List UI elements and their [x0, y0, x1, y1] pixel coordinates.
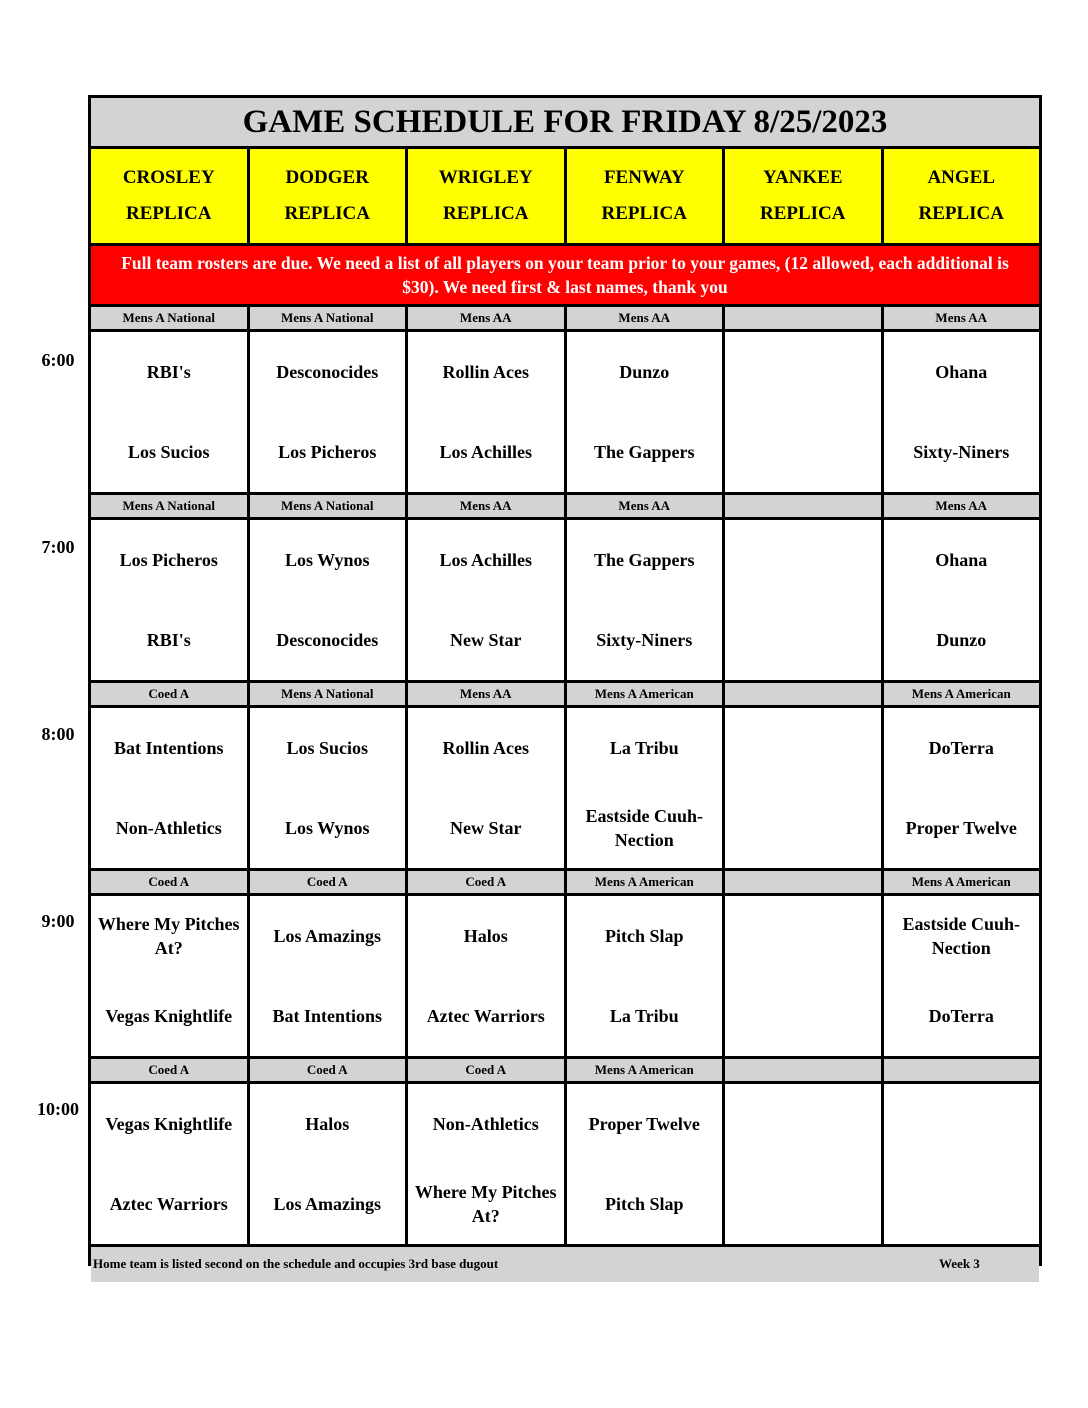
game-cell — [884, 708, 1040, 868]
home-team: New Star — [450, 630, 522, 650]
home-team: Proper Twelve — [905, 818, 1017, 838]
field-name: FENWAY — [603, 167, 685, 188]
home-team — [799, 412, 807, 492]
away-team: Desconocides — [276, 362, 379, 382]
home-team: Pitch Slap — [604, 1194, 684, 1214]
division-label: Coed A — [91, 683, 247, 705]
game-cell — [884, 1084, 1040, 1244]
away-team: Rollin Aces — [442, 362, 529, 382]
division-label: Mens A National — [250, 683, 406, 705]
game-cell — [567, 332, 723, 492]
game-cell — [250, 520, 406, 680]
division-label: Mens A American — [884, 683, 1040, 705]
home-team — [957, 1164, 965, 1244]
away-team: Rollin Aces — [442, 738, 529, 758]
division-label: Coed A — [408, 871, 564, 893]
home-team: Non-Athletics — [115, 818, 222, 838]
week-label: Week 3 — [939, 1256, 980, 1271]
time-label-900: 9:00 — [41, 911, 75, 931]
field-header-dodger — [250, 149, 406, 243]
away-team: Bat Intentions — [113, 738, 224, 758]
page-title: GAME SCHEDULE FOR FRIDAY 8/25/2023 — [91, 98, 1039, 146]
division-label — [884, 1059, 1040, 1081]
game-cell — [408, 332, 564, 492]
division-label — [725, 307, 881, 329]
home-team: Los Achilles — [439, 442, 532, 462]
home-team: Aztec Warriors — [426, 1006, 545, 1026]
game-cell — [250, 1084, 406, 1244]
away-team — [799, 708, 807, 788]
game-cell — [408, 520, 564, 680]
home-team: Sixty-Niners — [913, 442, 1010, 462]
game-cell — [408, 1084, 564, 1244]
home-team: Los Sucios — [127, 442, 210, 462]
game-cell — [884, 896, 1040, 1056]
home-team: Bat Intentions — [272, 1006, 383, 1026]
home-team: DoTerra — [928, 1006, 994, 1026]
field-name: CROSLEY — [122, 167, 215, 188]
field-header-fenway — [567, 149, 723, 243]
division-label: Mens A American — [567, 683, 723, 705]
game-cell — [250, 708, 406, 868]
division-label: Mens A American — [567, 871, 723, 893]
schedule-table — [88, 95, 1042, 1271]
field-subtitle: REPLICA — [125, 203, 212, 224]
home-team: Aztec Warriors — [109, 1194, 228, 1214]
field-subtitle: REPLICA — [601, 203, 687, 224]
away-team: Los Achilles — [439, 550, 532, 570]
home-team: Desconocides — [276, 630, 379, 650]
division-label: Mens A National — [91, 495, 247, 517]
division-label — [725, 1059, 881, 1081]
footer-bar — [91, 1247, 1039, 1282]
time-label-800: 8:00 — [41, 724, 75, 744]
game-cell — [567, 520, 723, 680]
game-cell — [725, 1084, 881, 1244]
division-label: Coed A — [250, 871, 406, 893]
away-team — [799, 520, 807, 600]
division-label: Mens AA — [884, 495, 1040, 517]
home-team: New Star — [450, 818, 522, 838]
field-header-angel — [884, 149, 1040, 243]
game-cell — [567, 1084, 723, 1244]
game-cell — [567, 896, 723, 1056]
division-label: Mens AA — [408, 495, 564, 517]
home-team-note: Home team is listed second on the schedule and occupies 3rd base dugout — [93, 1256, 499, 1271]
home-team: Eastside Cuuh-Nection — [585, 806, 704, 850]
game-cell — [91, 1084, 247, 1244]
away-team: La Tribu — [609, 738, 679, 758]
division-label: Mens A National — [250, 307, 406, 329]
field-header-crosley — [91, 149, 247, 243]
field-header-wrigley — [408, 149, 564, 243]
division-label: Coed A — [91, 871, 247, 893]
home-team: Los Picheros — [278, 442, 377, 462]
field-header-yankee — [725, 149, 881, 243]
away-team: Where My Pitches At? — [97, 914, 240, 958]
home-team — [799, 788, 807, 868]
away-team: Dunzo — [619, 362, 670, 382]
away-team: Halos — [463, 926, 508, 946]
game-cell — [408, 708, 564, 868]
home-team: The Gappers — [593, 442, 695, 462]
away-team: Ohana — [935, 550, 988, 570]
away-team — [957, 1084, 965, 1164]
away-team: Non-Athletics — [432, 1114, 539, 1134]
game-cell — [250, 896, 406, 1056]
home-team — [799, 976, 807, 1056]
field-subtitle: REPLICA — [918, 203, 1004, 224]
home-team: Sixty-Niners — [596, 630, 693, 650]
time-label-1000: 10:00 — [37, 1099, 79, 1119]
time-label-600: 6:00 — [41, 350, 75, 370]
away-team: Proper Twelve — [588, 1114, 700, 1134]
away-team: Halos — [305, 1114, 350, 1134]
away-team: Vegas Knightlife — [105, 1114, 233, 1134]
division-label — [725, 683, 881, 705]
field-name: WRIGLEY — [438, 167, 533, 188]
division-label — [725, 495, 881, 517]
game-cell — [725, 896, 881, 1056]
game-cell — [250, 332, 406, 492]
game-cell — [408, 896, 564, 1056]
division-label: Mens AA — [884, 307, 1040, 329]
game-cell — [91, 520, 247, 680]
home-team: Dunzo — [936, 630, 987, 650]
field-subtitle: REPLICA — [442, 203, 529, 224]
away-team: Pitch Slap — [604, 926, 684, 946]
division-label: Mens A American — [884, 871, 1040, 893]
home-team: RBI's — [146, 630, 191, 650]
home-team — [799, 600, 807, 680]
home-team: Los Wynos — [284, 818, 370, 838]
game-cell — [725, 332, 881, 492]
away-team — [799, 896, 807, 976]
away-team: Los Picheros — [119, 550, 218, 570]
game-cell — [884, 332, 1040, 492]
game-cell — [91, 332, 247, 492]
away-team: Eastside Cuuh-Nection — [902, 914, 1021, 958]
away-team — [799, 1084, 807, 1164]
home-team: Vegas Knightlife — [105, 1006, 233, 1026]
away-team: The Gappers — [593, 550, 695, 570]
home-team: Los Amazings — [273, 1194, 382, 1214]
away-team: Ohana — [935, 362, 988, 382]
game-cell — [725, 708, 881, 868]
away-team — [799, 332, 807, 412]
home-team: Where My Pitches At? — [414, 1182, 557, 1226]
away-team: Los Wynos — [284, 550, 370, 570]
away-team: RBI's — [146, 362, 191, 382]
home-team — [799, 1164, 807, 1244]
division-label: Mens A American — [567, 1059, 723, 1081]
time-label-700: 7:00 — [41, 537, 75, 557]
division-label: Coed A — [91, 1059, 247, 1081]
away-team: DoTerra — [928, 738, 994, 758]
division-label: Mens AA — [408, 683, 564, 705]
field-subtitle: REPLICA — [284, 203, 370, 224]
division-label: Coed A — [250, 1059, 406, 1081]
game-cell — [725, 520, 881, 680]
field-name: YANKEE — [762, 167, 843, 188]
division-label: Mens AA — [567, 307, 723, 329]
away-team: Los Amazings — [273, 926, 382, 946]
division-label: Mens AA — [567, 495, 723, 517]
game-cell — [567, 708, 723, 868]
division-label: Mens A National — [250, 495, 406, 517]
game-cell — [91, 708, 247, 868]
division-label: Coed A — [408, 1059, 564, 1081]
game-cell — [91, 896, 247, 1056]
home-team: La Tribu — [609, 1006, 679, 1026]
away-team: Los Sucios — [286, 738, 369, 758]
game-cell — [884, 520, 1040, 680]
roster-notice-banner: Full team rosters are due. We need a list of all players on your team prior to your games, (12 allowed, each additional is $30). We need first & last names, thank you — [91, 246, 1039, 304]
division-label: Mens A National — [91, 307, 247, 329]
field-subtitle: REPLICA — [759, 203, 846, 224]
field-name: ANGEL — [927, 167, 996, 188]
division-label — [725, 871, 881, 893]
field-name: DODGER — [285, 167, 369, 188]
division-label: Mens AA — [408, 307, 564, 329]
